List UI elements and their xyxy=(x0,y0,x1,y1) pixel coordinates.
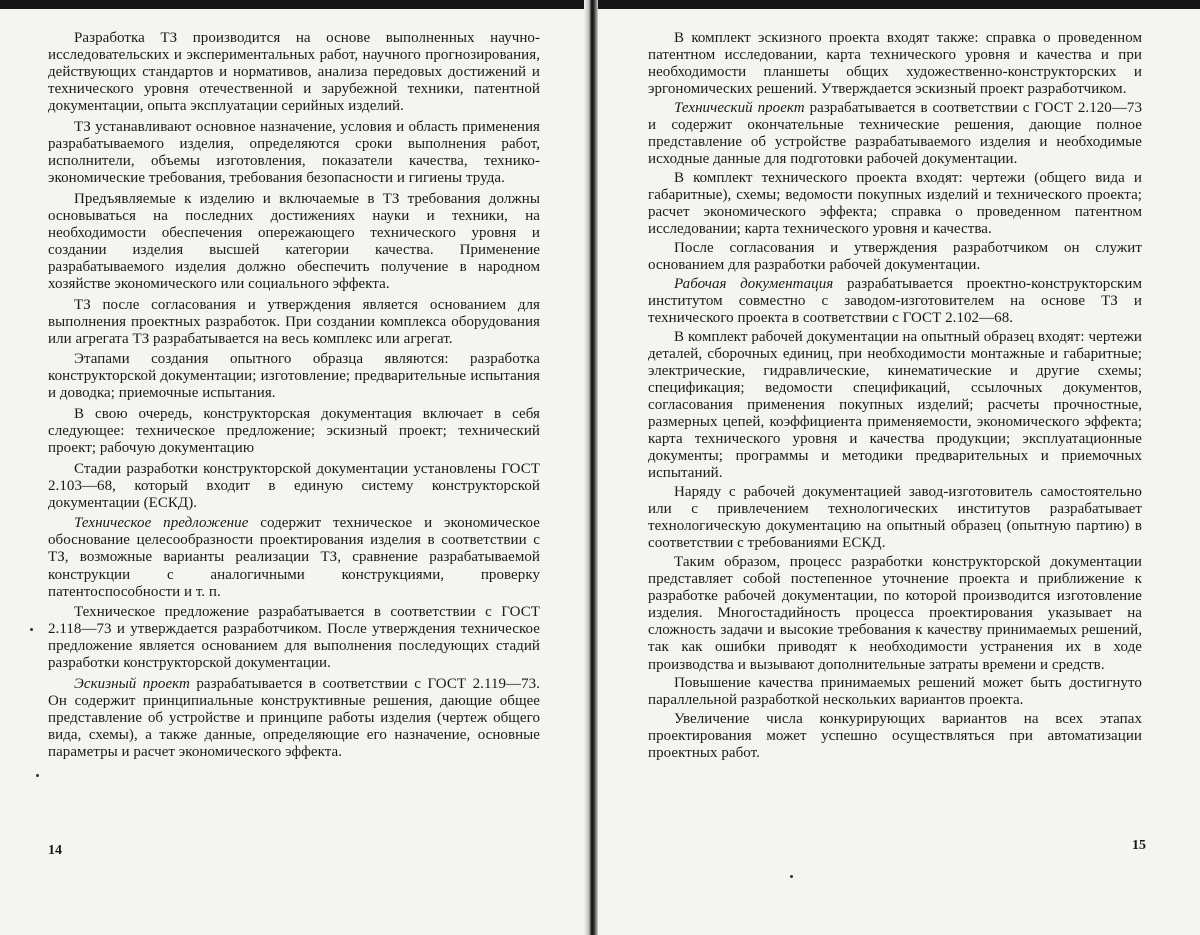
paragraph: Стадии разработки конструкторской документации установлены ГОСТ 2.103—68, который входит в единую систему конструкторской документации (ЕСКД). xyxy=(48,460,540,511)
right-page xyxy=(648,30,1142,764)
paragraph: Таким образом, процесс разработки конструкторской документации представляет собой постепенное уточнение проекта и приближение к разработке рабочей документации, по которой производится изготовление изделия. Многостадийность процесса проектирования указывает на сложность задачи и высокие требования к качеству принимаемых решений, так как ошибки приводят к необходимости устранения их в ходе производства и вызывают дополнительные затраты времени и средств. xyxy=(648,553,1142,673)
scan-speck xyxy=(30,628,33,631)
paragraph: Наряду с рабочей документацией завод-изготовитель самостоятельно или с привлечением технологических институтов разрабатывает технологическую документацию на опытный образец (опытную партию) в соответствии с требованиями ЕСКД. xyxy=(648,484,1142,552)
paragraph: В комплект эскизного проекта входят также: справка о проведенном патентном исследовании, карта технического уровня и качества и при необходимости планшеты общих художественно-конструкторских и эргономических решений. Утверждается эскизный проект разработчиком. xyxy=(648,30,1142,98)
italic-term: Эскизный проект xyxy=(74,675,190,692)
paragraph: Эскизный проект разрабатывается в соответствии с ГОСТ 2.119—73. Он содержит принципиальные конструктивные решения, дающие общее представление об устройстве и принципе работы изделия (чертеж общего вида, схемы), а также данные, определяющие его назначение, основные параметры и расчет экономического эффекта. xyxy=(48,675,540,761)
paragraph: В комплект рабочей документации на опытный образец входят: чертежи деталей, сборочных единиц, при необходимости монтажные и габаритные; электрические, гидравлические, кинематические и другие схемы; спецификация; ведомости спецификаций, ссылочных документов, согласования применения покупных изделий; расчеты прочностные, размерных цепей, коэффициента применяемости, экономического эффекта; карта технического уровня и качества продукции; эксплуатационные документы; программы и методики предварительных и приемочных испытаний. xyxy=(648,328,1142,482)
paragraph: Разработка ТЗ производится на основе выполненных научно-исследовательских и экспериментальных работ, научного прогнозирования, действующих стандартов и нормативов, анализа передовых достижений и технического уровня отечественной и зарубежной техники, патентной документации, опыта эксплуатации серийных изделий. xyxy=(48,30,540,115)
italic-term: Рабочая документация xyxy=(674,275,834,292)
paragraph: Этапами создания опытного образца являются: разработка конструкторской документации; изготовление; предварительные испытания и доводка; приемочные испытания. xyxy=(48,351,540,402)
paragraph: Технический проект разрабатывается в соответствии с ГОСТ 2.120—73 и содержит окончательные технические решения, дающие полное представление об устройстве разрабатываемого изделия и необходимые исходные данные для подготовки рабочей документации. xyxy=(648,99,1142,168)
scan-speck xyxy=(36,774,39,777)
italic-term: Технический проект xyxy=(674,99,805,116)
book-gutter xyxy=(584,0,598,935)
paragraph: ТЗ после согласования и утверждения является основанием для выполнения проектных разработок. При создании комплекса оборудования или агрегата ТЗ разрабатывается на весь комплекс или агрегат. xyxy=(48,296,540,347)
paragraph: Предъявляемые к изделию и включаемые в ТЗ требования должны основываться на последних достижениях науки и техники, на необходимости обеспечения опережающего технического уровня и создании изделия высшей категории качества. Применение разрабатываемого изделия должно обеспечить получение в народном хозяйстве экономического или социального эффекта. xyxy=(48,190,540,293)
paragraph: В свою очередь, конструкторская документация включает в себя следующее: техническое предложение; эскизный проект; технический проект; рабочую документацию xyxy=(48,405,540,457)
paragraph: Техническое предложение разрабатывается в соответствии с ГОСТ 2.118—73 и утверждается разработчиком. После утверждения техническое предложение является основанием для выполнения последующих стадий разработки конструкторской документации. xyxy=(48,604,540,672)
paragraph: В комплект технического проекта входят: чертежи (общего вида и габаритные), схемы; ведомости покупных изделий и технического проекта; расчет экономического эффекта; справка о проведенном патентном исследовании; карта технического уровня и качества. xyxy=(648,169,1142,238)
scan-top-edge xyxy=(0,0,1200,9)
paragraph: Техническое предложение содержит техническое и экономическое обоснование целесообразности проектирования изделия в соответствии с ТЗ, возможные варианты реализации ТЗ, сравнение разрабатываемой конструкции с аналогичными конструкциями, проверку патентоспособности и т. п. xyxy=(48,515,540,600)
page-number: 14 xyxy=(48,843,62,858)
paragraph: ТЗ устанавливают основное назначение, условия и область применения разрабатываемого изделия, определяются сроки выполнения работ, исполнители, объемы изготовления, показатели качества, технико-экономические требования, требования безопасности и гигиены труда. xyxy=(48,118,540,187)
italic-term: Техническое предложение xyxy=(74,515,249,532)
paragraph: После согласования и утверждения разработчиком он служит основанием для разработки рабочей документации. xyxy=(648,239,1142,273)
paragraph: Рабочая документация разрабатывается проектно-конструкторским институтом совместно с заводом-изготовителем на основе ТЗ и технического проекта в соответствии с ГОСТ 2.102—68. xyxy=(648,275,1142,326)
paragraph: Увеличение числа конкурирующих вариантов на всех этапах проектирования может успешно осуществляться при автоматизации проектных работ. xyxy=(648,711,1142,762)
left-page xyxy=(48,30,540,765)
paragraph: Повышение качества принимаемых решений может быть достигнуто параллельной разработкой нескольких вариантов проекта. xyxy=(648,675,1142,709)
page-number: 15 xyxy=(1132,838,1146,853)
scan-speck xyxy=(790,875,793,878)
